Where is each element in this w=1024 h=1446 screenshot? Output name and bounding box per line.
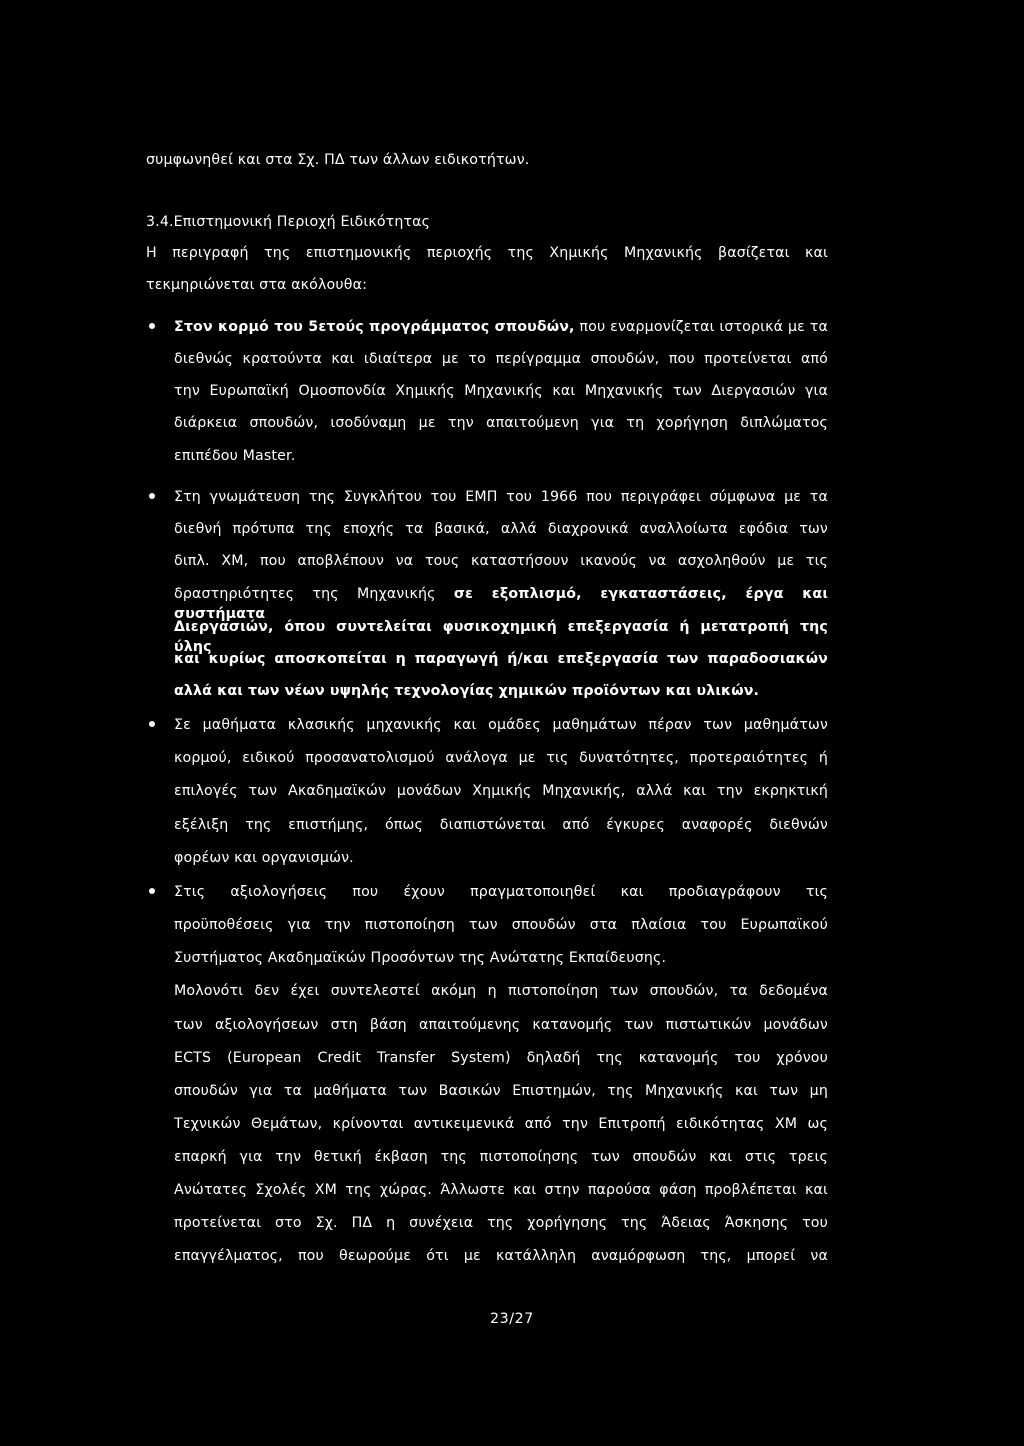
intro-line-1: Η περιγραφή της επιστημονικής περιοχής της Χημικής Μηχανικής βασίζεται και bbox=[146, 245, 828, 261]
bullet-1-emphasis: Στον κορμό του 5ετούς προγράμματος σπουδών, bbox=[174, 319, 575, 335]
bullet-3-line-1: Σε μαθήματα κλασικής μηχανικής και ομάδες μαθημάτων πέραν των μαθημάτων bbox=[174, 717, 828, 733]
closing-line-6: επαρκή για την θετική έκβαση της πιστοποίησης των σπουδών και στις τρεις bbox=[174, 1149, 828, 1165]
bullet-4-line-2: προϋποθέσεις για την πιστοποίηση των σπουδών στα πλαίσια του Ευρωπαϊκού bbox=[174, 917, 828, 933]
bullet-1-line-2: διεθνώς κρατούντα και ιδιαίτερα με το περίγραμμα σπουδών, που προτείνεται από bbox=[174, 351, 828, 367]
continuation-text: συμφωνηθεί και στα Σχ. ΠΔ των άλλων ειδικοτήτων. bbox=[146, 152, 530, 168]
closing-line-7: Ανώτατες Σχολές ΧΜ της χώρας. Άλλωστε και στην παρούσα φάση προβλέπεται και bbox=[174, 1182, 828, 1198]
bullet-1-line-1-rest: που εναρμονίζεται ιστορικά με τα bbox=[574, 319, 828, 335]
bullet-2-line-4-plain: δραστηριότητες της Μηχανικής bbox=[174, 586, 454, 602]
bullet-2-emphasis-start: σε εξοπλισμό, εγκαταστάσεις, έργα και συστήματα bbox=[174, 586, 828, 622]
closing-line-2: των αξιολογήσεων στη βάση απαιτούμενης κατανομής των πιστωτικών μονάδων bbox=[174, 1017, 828, 1033]
bullet-2-line-1: Στη γνωμάτευση της Συγκλήτου του ΕΜΠ του 1966 που περιγράφει σύμφωνα με τα bbox=[174, 489, 828, 505]
bullet-1-line-1 bbox=[174, 317, 828, 337]
section-heading: 3.4.Επιστημονική Περιοχή Ειδικότητας bbox=[146, 214, 431, 230]
bullet-2-line-6: και κυρίως αποσκοπείται η παραγωγή ή/και επεξεργασία των παραδοσιακών bbox=[174, 651, 828, 667]
bullet-dot-icon bbox=[149, 323, 155, 329]
bullet-dot-icon bbox=[149, 493, 155, 499]
closing-line-9: επαγγέλματος, που θεωρούμε ότι με κατάλληλη αναμόρφωση της, μπορεί να bbox=[174, 1248, 828, 1264]
bullet-4-line-3: Συστήματος Ακαδημαϊκών Προσόντων της Ανώτατης Εκπαίδευσης. bbox=[174, 950, 667, 966]
bullet-dot-icon bbox=[149, 888, 155, 894]
closing-line-3: ECTS (European Credit Transfer System) δηλαδή της κατανομής του χρόνου bbox=[174, 1050, 828, 1066]
closing-line-4: σπουδών για τα μαθήματα των Βασικών Επιστημών, της Μηχανικής και των μη bbox=[174, 1083, 828, 1099]
bullet-dot-icon bbox=[149, 721, 155, 727]
bullet-2-line-7: αλλά και των νέων υψηλής τεχνολογίας χημικών προϊόντων και υλικών. bbox=[174, 683, 760, 699]
bullet-3-line-3: επιλογές των Ακαδημαϊκών μονάδων Χημικής Μηχανικής, αλλά και την εκρηκτική bbox=[174, 783, 828, 799]
bullet-2-line-3: διπλ. ΧΜ, που αποβλέπουν να τους καταστήσουν ικανούς να ασχοληθούν με τις bbox=[174, 553, 828, 569]
bullet-2-line-5: Διεργασιών, όπου συντελείται φυσικοχημική επεξεργασία ή μετατροπή της ύλης bbox=[174, 619, 828, 655]
bullet-3-line-5: φορέων και οργανισμών. bbox=[174, 850, 354, 866]
intro-line-2: τεκμηριώνεται στα ακόλουθα: bbox=[146, 277, 368, 293]
bullet-4-line-1: Στις αξιολογήσεις που έχουν πραγματοποιηθεί και προδιαγράφουν τις bbox=[174, 884, 828, 900]
bullet-3-line-4: εξέλιξη της επιστήμης, όπως διαπιστώνεται από έγκυρες αναφορές διεθνών bbox=[174, 817, 828, 833]
closing-line-1: Μολονότι δεν έχει συντελεστεί ακόμη η πιστοποίηση των σπουδών, τα δεδομένα bbox=[174, 983, 828, 999]
bullet-1-line-3: την Ευρωπαϊκή Ομοσπονδία Χημικής Μηχανικής και Μηχανικής των Διεργασιών για bbox=[174, 383, 828, 399]
closing-line-8: προτείνεται στο Σχ. ΠΔ η συνέχεια της χορήγησης της Άδειας Άσκησης του bbox=[174, 1215, 828, 1231]
bullet-1-line-5: επιπέδου Master. bbox=[174, 448, 296, 464]
closing-line-5: Τεχνικών Θεμάτων, κρίνονται αντικειμενικά από την Επιτροπή ειδικότητας ΧΜ ως bbox=[174, 1116, 828, 1132]
bullet-3-line-2: κορμού, ειδικού προσανατολισμού ανάλογα με τις δυνατότητες, προτεραιότητες ή bbox=[174, 750, 828, 766]
bullet-1-line-4: διάρκεια σπουδών, ισοδύναμη με την απαιτούμενη για τη χορήγηση διπλώματος bbox=[174, 415, 828, 431]
bullet-2-line-2: διεθνή πρότυπα της εποχής τα βασικά, αλλά διαχρονικά αναλλοίωτα εφόδια των bbox=[174, 521, 828, 537]
page-number: 23/27 bbox=[490, 1311, 534, 1327]
